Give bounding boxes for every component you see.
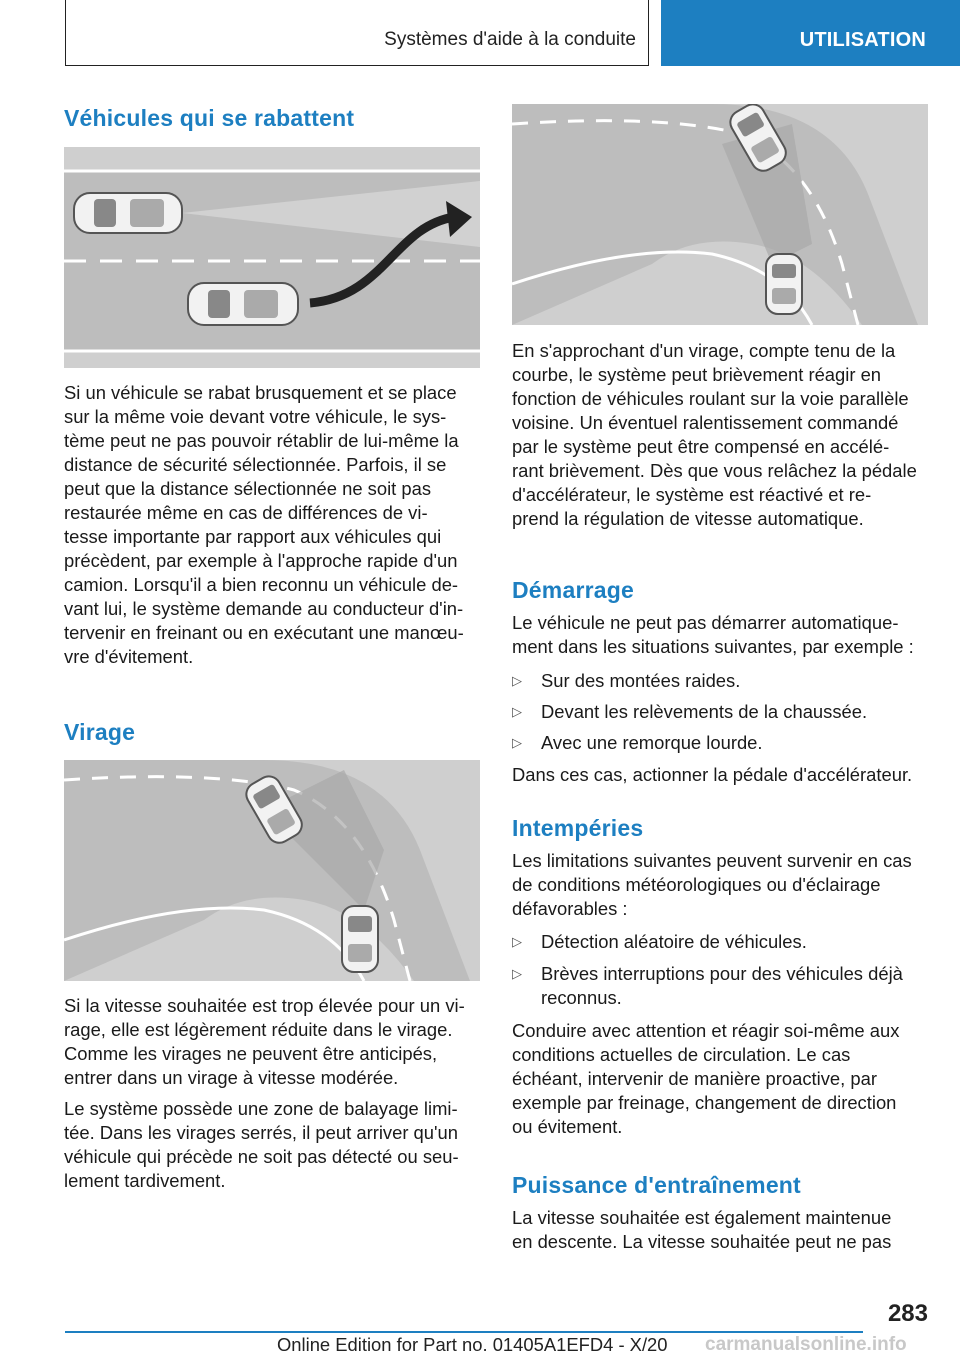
header-chapter-box	[65, 0, 649, 66]
footer-divider	[65, 1331, 863, 1333]
paragraph-virage-1: Si la vitesse souhaitée est trop élevée pour un vi- rage, elle est légèrement réduite dans le virage. Comme les virages ne peuvent être anticipés, entrer dans un virage à vitesse modérée.	[64, 995, 465, 1088]
car-right-lower-icon	[766, 254, 802, 314]
heading-cut-in: Véhicules qui se rabattent	[64, 105, 355, 131]
bullet-item: ▷ Brèves interruptions pour des véhicules déjà reconnus.	[512, 963, 903, 1008]
car-cutting-in-icon	[188, 283, 298, 325]
paragraph-virage-2: Le système possède une zone de balayage limi- tée. Dans les virages serrés, il peut arriver qu'un véhicule qui précède ne soit pas détecté ou seu- lement tardivement.	[64, 1098, 459, 1191]
bullet-triangle-icon: ▷	[512, 735, 522, 750]
watermark: carmanualsonline.info	[705, 1334, 907, 1355]
figure-cut-in-vehicle	[64, 147, 480, 368]
bullet-item: ▷ Détection aléatoire de véhicules.	[512, 931, 807, 952]
paragraph-puissance: La vitesse souhaitée est également maintenue en descente. La vitesse souhaitée peut ne pas	[512, 1207, 892, 1252]
bullet-triangle-icon: ▷	[512, 704, 522, 719]
header-section-label: UTILISATION	[799, 29, 926, 51]
paragraph-intemperies: Les limitations suivantes peuvent survenir en cas de conditions météorologiques ou d'éclairage défavorables :	[512, 850, 912, 919]
car-curve-lower-icon	[342, 906, 378, 972]
figure-curve-left	[64, 760, 480, 981]
bullet-item: ▷ Avec une remorque lourde.	[512, 732, 763, 753]
paragraph-demarrage-action: Dans ces cas, actionner la pédale d'accélérateur.	[512, 764, 913, 785]
bullet-triangle-icon: ▷	[512, 934, 522, 949]
paragraph-curve-response: En s'approchant d'un virage, compte tenu de la courbe, le système peut brièvement réagir en fonction de véhicules roulant sur la voie parallèle voisine. Un éventuel ralentissement commandé par le système peut être compensé en accélé- rant brièvement. Dès que vous relâchez la pédale d'accélérateur, le système est réactivé et re- prend la régulation de vitesse automatique.	[512, 340, 917, 529]
bullet-triangle-icon: ▷	[512, 966, 522, 981]
page-number: 283	[887, 1300, 928, 1327]
header-section-tab	[661, 0, 960, 66]
paragraph-cut-in: Si un véhicule se rabat brusquement et se place sur la même voie devant votre véhicule, le sys- tème peut ne pas pouvoir rétablir de lui-même la distance de sécurité sélectionnée. Parfois, il se peut que la distance sélectionnée ne soit pas restaurée même en cas de différences de vi- tesse importante par rapport aux véhicules qui précèdent, par exemple à l'approche rapide d'un camion. Lorsqu'il a bien reconnu un véhicule de- vant lui, le système demande au conducteur d'in- tervenir en freinant ou en exécutant une manœu- vre d'évitement.	[64, 382, 464, 667]
figure-curve-right	[512, 104, 928, 325]
heading-puissance: Puissance d'entraînement	[512, 1172, 801, 1198]
bullet-item: ▷ Devant les relèvements de la chaussée.	[512, 701, 868, 722]
paragraph-demarrage: Le véhicule ne peut pas démarrer automatique- ment dans les situations suivantes, par exemple :	[512, 612, 914, 657]
bullet-item: ▷ Sur des montées raides.	[512, 670, 741, 691]
footer-edition: Online Edition for Part no. 01405A1EFD4 - X/20	[277, 1334, 668, 1355]
bullet-triangle-icon: ▷	[512, 673, 522, 688]
heading-virage: Virage	[64, 719, 136, 745]
car-ahead-icon	[74, 193, 182, 233]
header-chapter-title: Systèmes d'aide à la conduite	[384, 29, 636, 50]
paragraph-intemperies-action: Conduire avec attention et réagir soi-même aux conditions actuelles de circulation. Le cas échéant, intervenir de manière proactive, par exemple par freinage, changement de direction ou évitement.	[512, 1020, 900, 1137]
heading-intemperies: Intempéries	[512, 815, 644, 841]
heading-demarrage: Démarrage	[512, 577, 634, 603]
